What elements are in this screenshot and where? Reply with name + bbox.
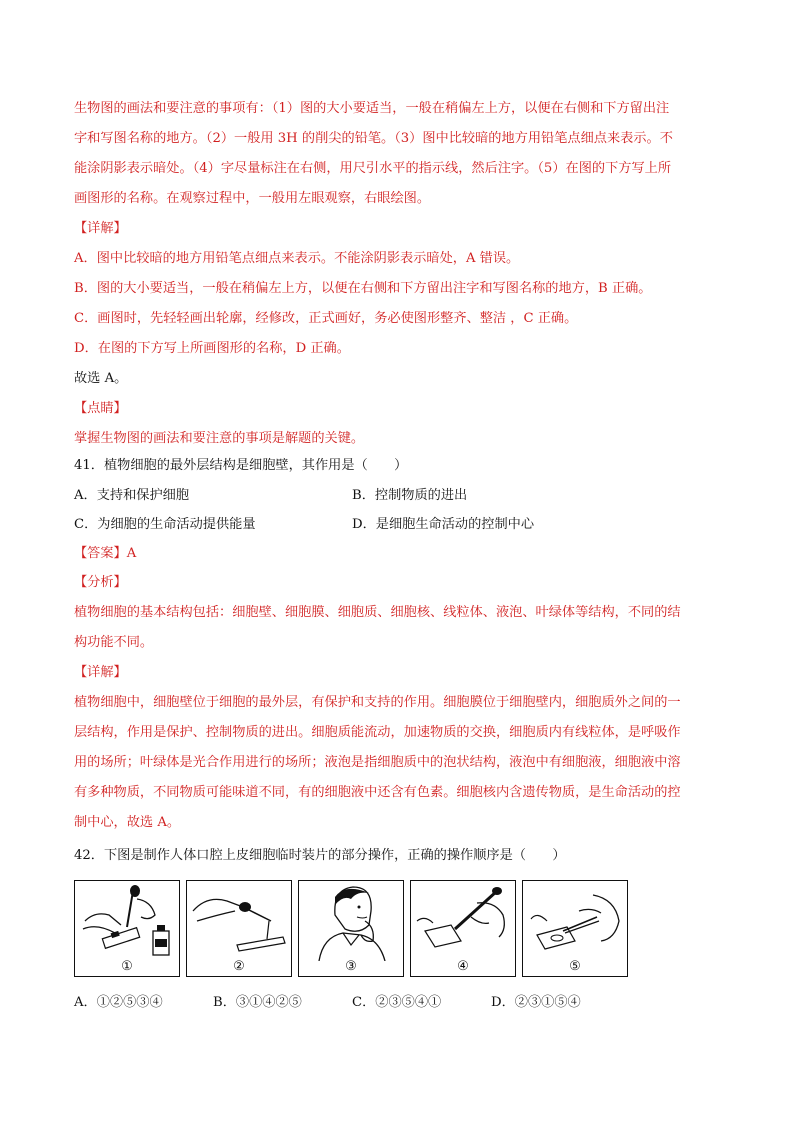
q41-option-c: C．为细胞的生命活动提供能量 (74, 517, 256, 532)
procedure-panel-1 (74, 880, 180, 977)
q41-stem: 41．植物细胞的最外层结构是细胞壁，其作用是（ ） (74, 458, 408, 473)
procedure-panel-2 (186, 880, 292, 977)
panel-label-2: ② (233, 959, 245, 974)
detail-tag: 【详解】 (74, 221, 127, 236)
q42-option-a: A．①②⑤③④ (74, 995, 163, 1010)
detail-option-b: B．图的大小要适当，一般在稍偏左上方，以便在右侧和下方留出注字和写图名称的地方，B 正确。 (74, 281, 652, 296)
q41-detail-line-4: 有多种物质，不同物质可能味道不同，有的细胞液中还含有色素。细胞核内含遗传物质，是生命活动的控 (74, 785, 681, 800)
q42-option-c: C．②③⑤④① (352, 995, 442, 1010)
detail-option-a: A．图中比较暗的地方用铅笔点细点来表示。不能涂阴影表示暗处，A 错误。 (74, 251, 520, 266)
detail-option-c: C．画图时，先轻轻画出轮廓，经修改，正式画好，务必使图形整齐、整洁 ，C 正确。 (74, 311, 578, 326)
panel-label-5: ⑤ (569, 959, 581, 974)
q41-option-d: D．是细胞生命活动的控制中心 (352, 517, 535, 532)
panel-label-3: ③ (345, 959, 357, 974)
answer-value: A (126, 546, 137, 561)
explanation-line-3: 能涂阴影表示暗处。（4）字尽量标注在右侧，用尺引水平的指示线，然后注字。（5）在图的下方写上所 (74, 161, 672, 176)
explanation-line-1: 生物图的画法和要注意的事项有：（1）图的大小要适当，一般在稍偏左上方，以便在右侧和下方留出注 (74, 101, 670, 116)
analysis-line-2: 构功能不同。 (74, 635, 154, 650)
explanation-line-4: 画图形的名称。在观察过程中，一般用左眼观察，右眼绘图。 (74, 191, 431, 206)
tweezers-illustration (523, 881, 629, 961)
q41-option-b: B．控制物质的进出 (352, 488, 468, 503)
panel-label-1: ① (121, 959, 133, 974)
panel-label-4: ④ (457, 959, 469, 974)
q41-detail-line-2: 层结构，作用是保护、控制物质的进出。细胞质能流动，加速物质的交换，细胞质内有线粒体，是呼吸作 (74, 725, 681, 740)
q41-answer (74, 544, 136, 564)
answer-conclusion: 故选 A。 (74, 371, 128, 386)
explanation-line-2: 字和写图名称的地方。（2）一般用 3H 的削尖的铅笔。（3）图中比较暗的地方用铅笔点细点来表示。不 (74, 131, 673, 146)
analysis-tag: 【分析】 (74, 575, 127, 590)
dropper-illustration (75, 881, 181, 961)
q42-procedure-figure (74, 880, 630, 977)
procedure-panel-4 (410, 880, 516, 977)
answer-tag: 【答案】 (74, 546, 127, 561)
q42-stem: 42．下图是制作人体口腔上皮细胞临时装片的部分操作，正确的操作顺序是（ ） (74, 848, 566, 863)
person-illustration (299, 881, 405, 961)
analysis-line-1: 植物细胞的基本结构包括：细胞壁、细胞膜、细胞质、细胞核、线粒体、液泡、叶绿体等结构，不同的结 (74, 605, 681, 620)
point-tag: 【点睛】 (74, 401, 127, 416)
q41-option-a: A．支持和保护细胞 (74, 488, 190, 503)
procedure-panel-5 (522, 880, 628, 977)
q41-detail-line-3: 用的场所；叶绿体是光合作用进行的场所；液泡是指细胞质中的泡状结构，液泡中有细胞液，细胞液中溶 (74, 755, 681, 770)
detail-option-d: D．在图的下方写上所画图形的名称，D 正确。 (74, 341, 350, 356)
procedure-panel-3 (298, 880, 404, 977)
q42-option-b: B．③①④②⑤ (213, 995, 302, 1010)
q42-option-d: D．②③①⑤④ (491, 995, 581, 1010)
q41-detail-line-1: 植物细胞中，细胞壁位于细胞的最外层，有保护和支持的作用。细胞膜位于细胞壁内，细胞质外之间的一 (74, 695, 681, 710)
point-text: 掌握生物图的画法和要注意的事项是解题的关键。 (74, 431, 365, 446)
pipette-slide-illustration (411, 881, 517, 961)
pipette-illustration (187, 881, 293, 961)
q41-detail-line-5: 制中心，故选 A。 (74, 815, 181, 830)
q41-detail-tag: 【详解】 (74, 665, 127, 680)
